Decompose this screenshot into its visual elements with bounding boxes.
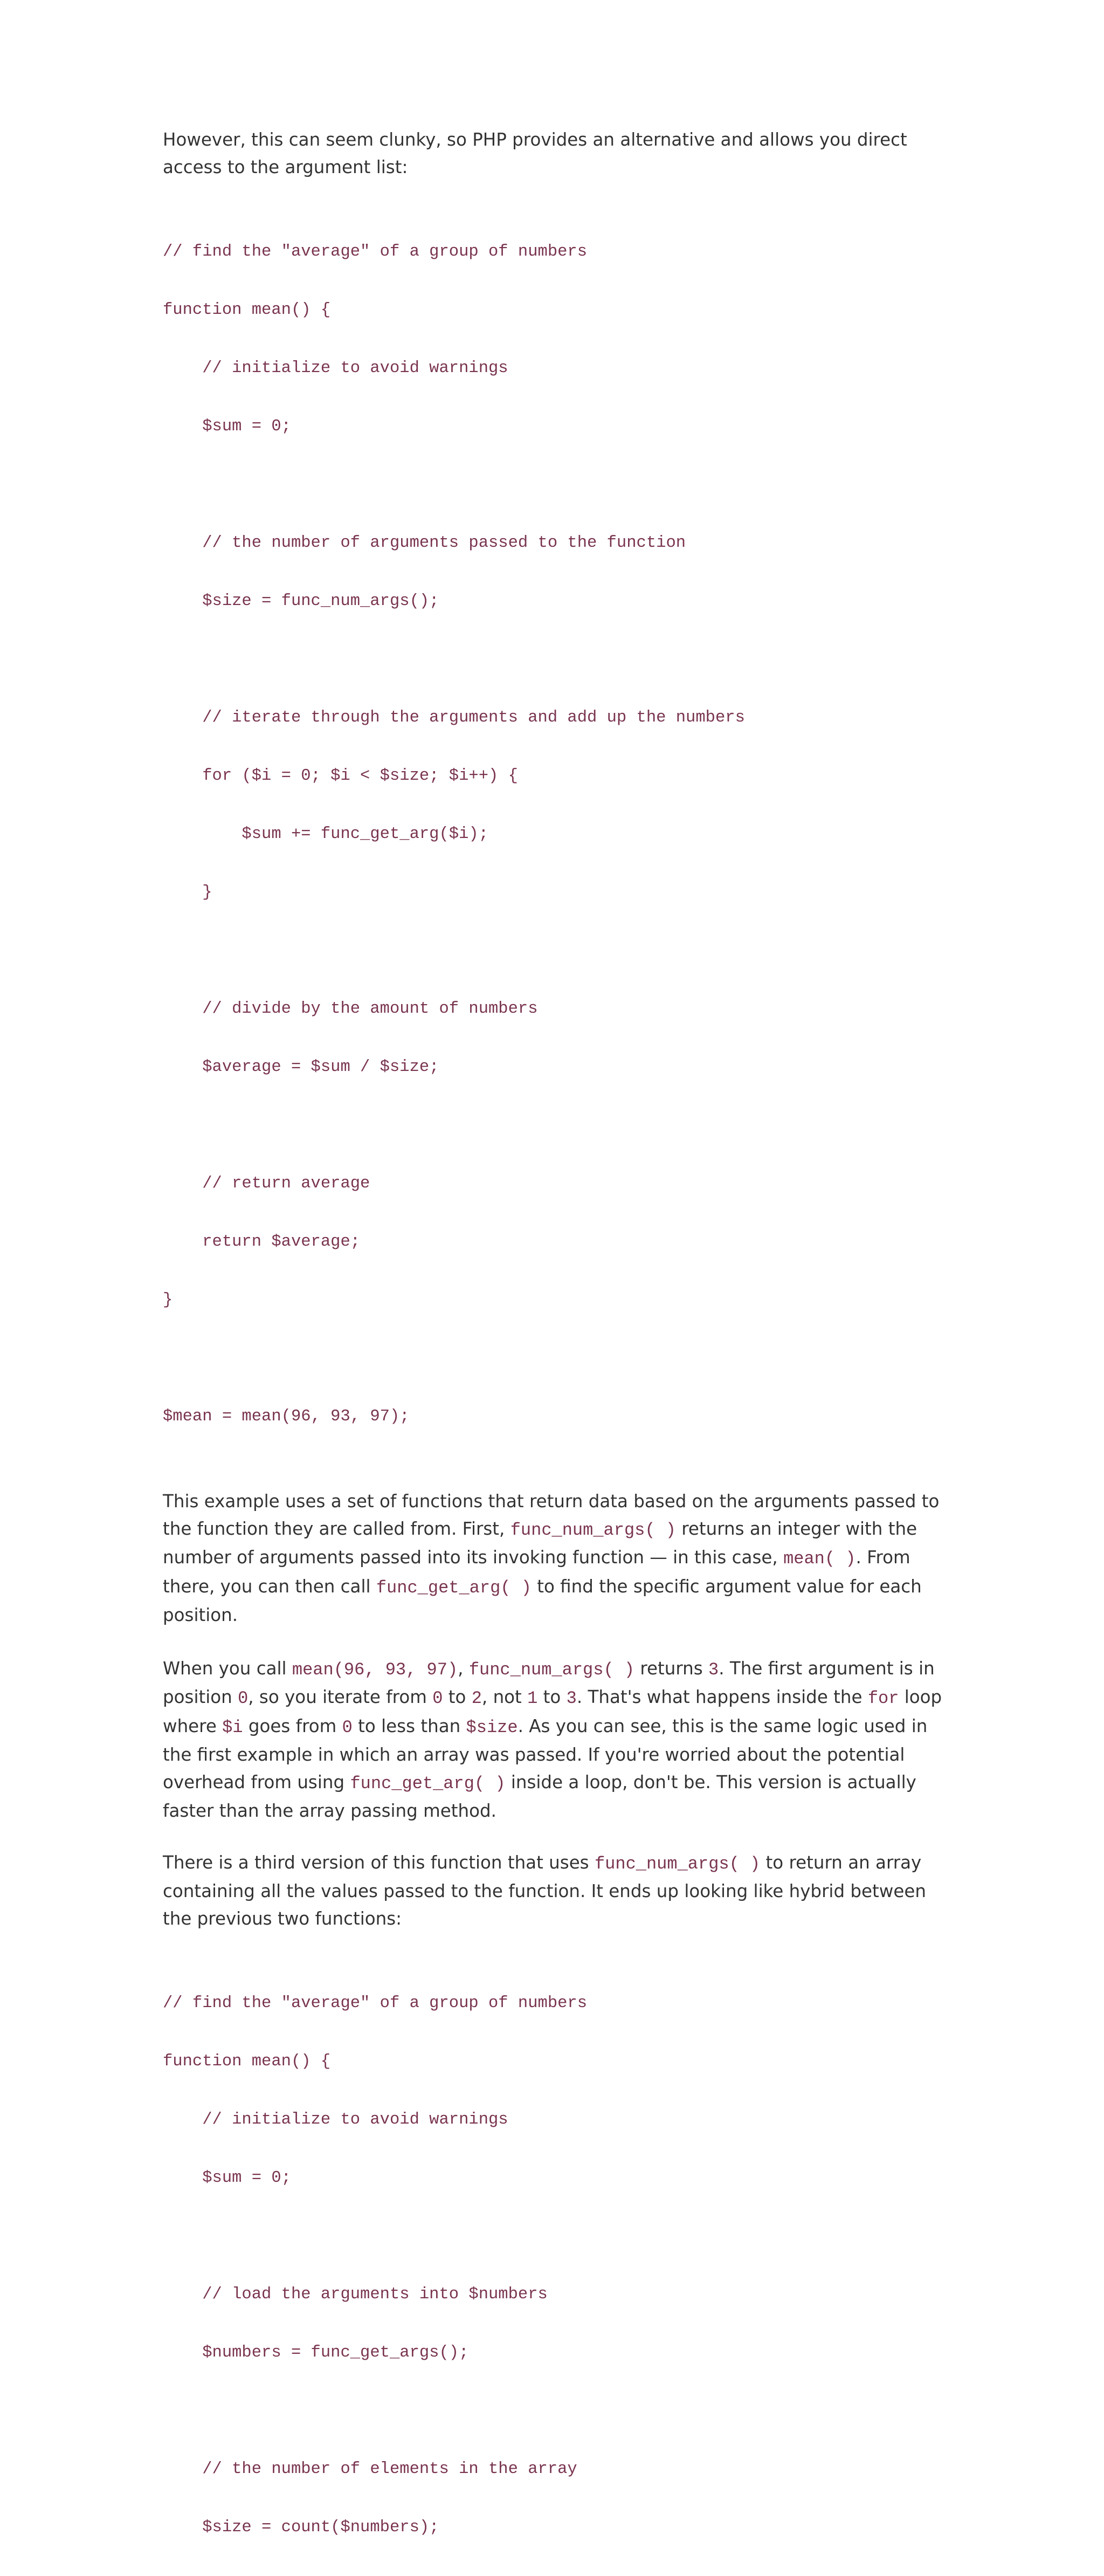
code-line: $average = $sum / $size; xyxy=(163,1058,439,1076)
inline-code: 3 xyxy=(708,1659,719,1680)
paragraph-text: to xyxy=(537,1687,567,1707)
paragraph-text: to less than xyxy=(352,1715,466,1736)
inline-code: 0 xyxy=(432,1688,443,1708)
code-block-mean-func-get-args xyxy=(163,1955,950,2576)
paragraph-text: . That's what happens inside the xyxy=(576,1687,868,1707)
code-line xyxy=(163,941,950,960)
inline-code: mean( ) xyxy=(783,1549,856,1569)
code-line: $sum = 0; xyxy=(163,417,291,436)
inline-code: $size xyxy=(466,1717,518,1737)
paragraph-text: to return an array containing all the values passed to the function. It ends up looking like hybrid between the previous two functions: xyxy=(163,1852,926,1929)
code-line: // find the "average" of a group of numbers xyxy=(163,243,588,261)
code-line: // load the arguments into $numbers xyxy=(163,2285,548,2304)
paragraph-text: . The first argument is in position xyxy=(163,1658,935,1707)
inline-code: func_get_arg( ) xyxy=(376,1577,532,1598)
document-page xyxy=(163,126,950,2576)
paragraph-text: loop where xyxy=(163,1687,942,1736)
code-line: $mean = mean(96, 93, 97); xyxy=(163,1407,410,1426)
paragraph-text: returns xyxy=(634,1658,709,1679)
code-line: // initialize to avoid warnings xyxy=(163,2111,508,2129)
inline-code: func_num_args( ) xyxy=(468,1659,635,1680)
paragraph-text: When you call xyxy=(163,1658,292,1679)
code-line xyxy=(163,650,950,669)
paragraph-text: There is a third version of this function that uses xyxy=(163,1852,595,1873)
code-line: $size = func_num_args(); xyxy=(163,592,439,610)
code-block-mean-func-get-arg xyxy=(163,203,950,1465)
code-line: $size = count($numbers); xyxy=(163,2518,439,2537)
code-line: // return average xyxy=(163,1174,370,1193)
explanation-paragraph-1 xyxy=(163,1488,950,1629)
inline-code: 1 xyxy=(527,1688,538,1708)
inline-code: func_num_args( ) xyxy=(594,1853,761,1874)
code-line xyxy=(163,1349,950,1368)
code-line: $sum += func_get_arg($i); xyxy=(163,825,488,843)
explanation-paragraph-3 xyxy=(163,1849,950,1933)
paragraph-text: . As you can see, this is the same logic used in the first example in which an array was passed. If you're worried about the potential overhead from using xyxy=(163,1715,928,1792)
paragraph-text: goes from xyxy=(243,1715,342,1736)
code-line: $sum = 0; xyxy=(163,2169,291,2187)
code-line xyxy=(163,475,950,494)
code-line: return $average; xyxy=(163,1233,361,1251)
intro-paragraph: However, this can seem clunky, so PHP provides an alternative and allows you direct access to the argument list: xyxy=(163,129,907,177)
inline-code: 2 xyxy=(471,1688,482,1708)
inline-code: func_get_arg( ) xyxy=(350,1773,506,1794)
code-line: // iterate through the arguments and add up the numbers xyxy=(163,709,745,727)
inline-code: 0 xyxy=(342,1717,353,1737)
inline-code: mean(96, 93, 97) xyxy=(292,1659,458,1680)
code-line: // the number of arguments passed to the function xyxy=(163,534,686,552)
code-line: // divide by the amount of numbers xyxy=(163,1000,538,1018)
inline-code: for xyxy=(867,1688,899,1708)
paragraph-text: inside a loop, don't be. This version is actually faster than the array passing method. xyxy=(163,1771,916,1821)
paragraph-text: This example uses a set of functions that return data based on the arguments passed to the function they are called from. First, xyxy=(163,1491,940,1539)
paragraph-text: to find the specific argument value for each position. xyxy=(163,1576,922,1625)
code-line xyxy=(163,1116,950,1135)
code-line: function mean() { xyxy=(163,301,331,319)
code-line: function mean() { xyxy=(163,2052,331,2071)
code-line xyxy=(163,2401,950,2421)
inline-code: $i xyxy=(222,1717,243,1737)
code-line: $numbers = func_get_args(); xyxy=(163,2344,469,2362)
code-line: } xyxy=(163,883,212,902)
inline-code: 3 xyxy=(566,1688,577,1708)
paragraph-text: to xyxy=(443,1687,472,1707)
code-line: for ($i = 0; $i < $size; $i++) { xyxy=(163,767,518,785)
paragraph-text: . From there, you can then call xyxy=(163,1547,910,1597)
code-line: // the number of elements in the array xyxy=(163,2460,577,2478)
paragraph-text: , xyxy=(458,1658,469,1679)
paragraph-text: , so you iterate from xyxy=(248,1687,433,1707)
code-line: // find the "average" of a group of numbers xyxy=(163,1994,588,2012)
code-line: } xyxy=(163,1291,173,1309)
code-line xyxy=(163,2227,950,2246)
inline-code: 0 xyxy=(238,1688,249,1708)
code-line: // initialize to avoid warnings xyxy=(163,359,508,377)
explanation-paragraph-2 xyxy=(163,1655,950,1825)
inline-code: func_num_args( ) xyxy=(510,1520,676,1540)
paragraph-text: , not xyxy=(481,1687,528,1707)
paragraph-text: returns an integer with the number of arguments passed into its invoking function — in this case, xyxy=(163,1518,917,1568)
